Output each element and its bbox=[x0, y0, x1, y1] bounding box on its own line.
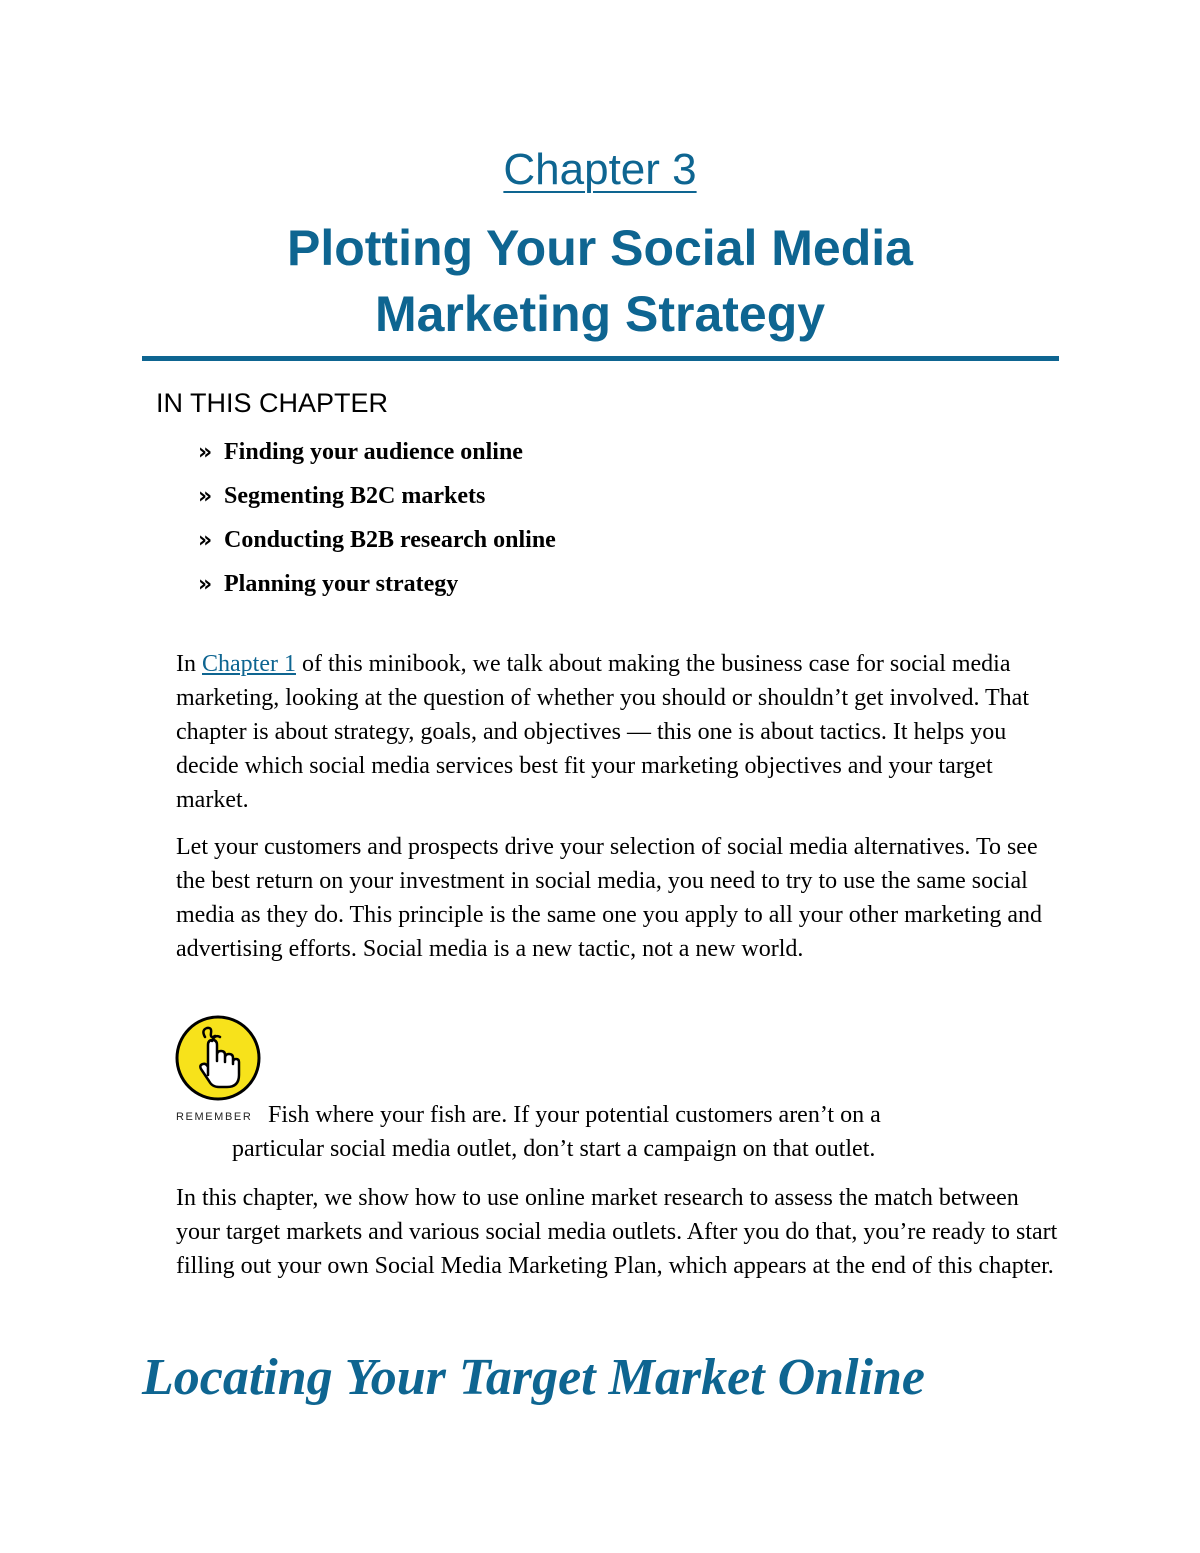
intro-text-after-link: of this minibook, we talk about making the business case for social media marketing, looking at the question of whether you should or shouldn’t get involved. That chapter is about strategy, goals, and objectives — this one is about tactics. It helps you decide which social media services best fit your marketing objectives and your target market. bbox=[176, 651, 1029, 813]
double-chevron-icon: » bbox=[198, 440, 213, 465]
closing-paragraph: In this chapter, we show how to use online market research to assess the match between your target markets and various social media outlets. After you do that, you’re ready to start filling out your own Social Media Marketing Plan, which appears at the end of this chapter. bbox=[176, 1185, 1058, 1279]
chapter-topic-item bbox=[198, 562, 556, 606]
chapter-topic-item bbox=[198, 430, 556, 474]
chapter-topic-label: Segmenting B2C markets bbox=[224, 483, 486, 509]
pointing-finger-with-string-icon bbox=[175, 1015, 261, 1101]
remember-note-line-2: particular social media outlet, don’t start a campaign on that outlet. bbox=[232, 1136, 876, 1162]
chapter-topic-label: Planning your strategy bbox=[224, 571, 459, 597]
double-chevron-icon: » bbox=[198, 572, 213, 597]
chapter-1-link[interactable]: Chapter 1 bbox=[202, 651, 296, 677]
in-this-chapter-heading: IN THIS CHAPTER bbox=[156, 388, 389, 418]
chapter-topic-label: Conducting B2B research online bbox=[224, 527, 556, 553]
remember-note-line-1: Fish where your fish are. If your potential customers aren’t on a bbox=[268, 1102, 881, 1128]
title-divider bbox=[142, 356, 1059, 361]
chapter-topic-item bbox=[198, 474, 556, 518]
chapter-title-line-2: Marketing Strategy bbox=[374, 286, 826, 342]
chapter-number bbox=[0, 140, 1200, 200]
section-heading: Locating Your Target Market Online bbox=[142, 1349, 925, 1406]
intro-paragraph-1 bbox=[176, 647, 1066, 817]
chapter-title bbox=[100, 215, 1100, 347]
intro-text-before-link: In bbox=[176, 651, 202, 677]
chapter-topic-item bbox=[198, 518, 556, 562]
chapter-title-line-1: Plotting Your Social Media bbox=[286, 220, 913, 276]
intro-paragraph-2: Let your customers and prospects drive your selection of social media alternatives. To see the best return on your investment in social media, you need to try to use the same social media as they do. This principle is the same one you apply to all your other marketing and advertising efforts. Social media is a new tactic, not a new world. bbox=[176, 834, 1043, 962]
chapter-number-link[interactable]: Chapter 3 bbox=[503, 145, 697, 194]
remember-label: REMEMBER bbox=[176, 1111, 253, 1123]
chapter-topics-list bbox=[198, 430, 556, 606]
double-chevron-icon: » bbox=[198, 484, 213, 509]
double-chevron-icon: » bbox=[198, 528, 213, 553]
chapter-topic-label: Finding your audience online bbox=[224, 439, 523, 465]
